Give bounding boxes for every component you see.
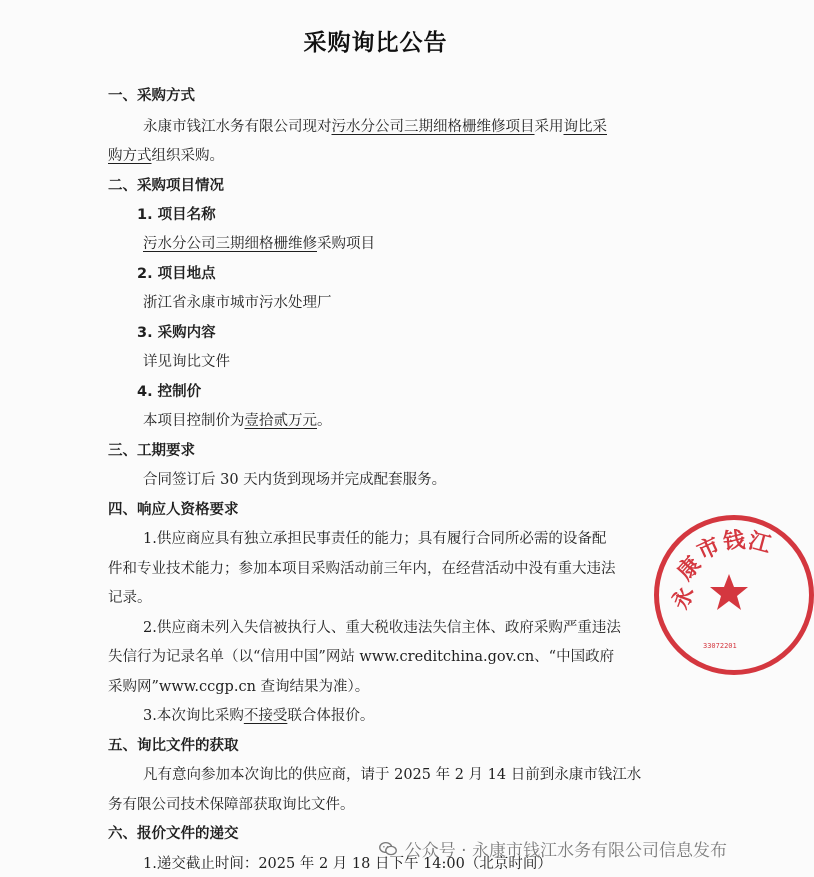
requirement-2-line3: 采购网”www.ccgp.cn 查询结果为准）。 xyxy=(108,679,370,695)
paragraph-acquisition-line1: 凡有意向参加本次询比的供应商，请于 2025 年 2 月 14 日前到永康市钱江水 xyxy=(143,767,642,783)
watermark-text: 公众号 · 永康市钱江水务有限公司信息发布 xyxy=(404,841,727,861)
wechat-icon xyxy=(379,841,397,857)
item-title-project-location: 2. 项目地点 xyxy=(137,266,216,282)
item-text-project-location: 浙江省永康市城市污水处理厂 xyxy=(143,295,332,311)
paragraph-procurement-method-line1: 永康市钱江水务有限公司现对污水分公司三期细格栅维修项目采用询比采 xyxy=(143,119,607,135)
project-name-underlined: 污水分公司三期细格栅维修项目 xyxy=(331,119,535,135)
item-title-project-name: 1. 项目名称 xyxy=(137,207,216,223)
section-heading-procurement-method: 一、采购方式 xyxy=(108,88,195,104)
item-title-control-price: 4. 控制价 xyxy=(137,384,202,400)
seal-code: 33072201 xyxy=(703,642,737,650)
requirement-1-line2: 件和专业技术能力；参加本项目采购活动前三年内，在经营活动中没有重大违法 xyxy=(108,561,616,577)
requirement-1-line3: 记录。 xyxy=(108,590,152,606)
section-heading-schedule: 三、工期要求 xyxy=(108,443,195,459)
paragraph-schedule: 合同签订后 30 天内货到现场并完成配套服务。 xyxy=(143,472,447,488)
requirement-2-line1: 2.供应商未列入失信被执行人、重大税收违法失信主体、政府采购严重违法 xyxy=(143,620,621,636)
seal-star-icon xyxy=(709,572,749,612)
requirement-2-line2: 失信行为记录名单（以“信用中国”网站 www.creditchina.gov.cn、“中国政府 xyxy=(108,649,615,665)
item-text-control-price: 本项目控制价为壹拾贰万元。 xyxy=(143,413,332,429)
requirement-3: 3.本次询比采购不接受联合体报价。 xyxy=(143,708,375,724)
section-heading-project-info: 二、采购项目情况 xyxy=(108,178,224,194)
document-title: 采购询比公告 xyxy=(303,30,448,56)
item-text-procurement-content: 详见询比文件 xyxy=(143,354,230,370)
paragraph-procurement-method-line2: 购方式组织采购。 xyxy=(108,148,224,164)
wechat-watermark xyxy=(379,836,727,861)
section-heading-document-acquisition: 五、询比文件的获取 xyxy=(108,738,239,754)
section-heading-submission: 六、报价文件的递交 xyxy=(108,826,239,842)
section-heading-qualification: 四、响应人资格要求 xyxy=(108,502,239,518)
control-price-value: 壹拾贰万元 xyxy=(244,413,317,429)
not-accepted-underlined: 不接受 xyxy=(243,708,288,724)
procurement-method-underlined: 询比采 xyxy=(563,119,607,135)
company-seal: 永 康 市 钱 江 33072201 xyxy=(654,515,814,675)
paragraph-acquisition-line2: 务有限公司技术保障部获取询比文件。 xyxy=(108,797,355,813)
item-text-project-name: 污水分公司三期细格栅维修采购项目 xyxy=(143,236,375,252)
item-title-procurement-content: 3. 采购内容 xyxy=(137,325,216,341)
requirement-1-line1: 1.供应商应具有独立承担民事责任的能力；具有履行合同所必需的设备配 xyxy=(143,531,607,547)
submission-deadline: 1.递交截止时间：2025 年 2 月 18 日下午 14:00（北京时间） xyxy=(143,856,552,872)
